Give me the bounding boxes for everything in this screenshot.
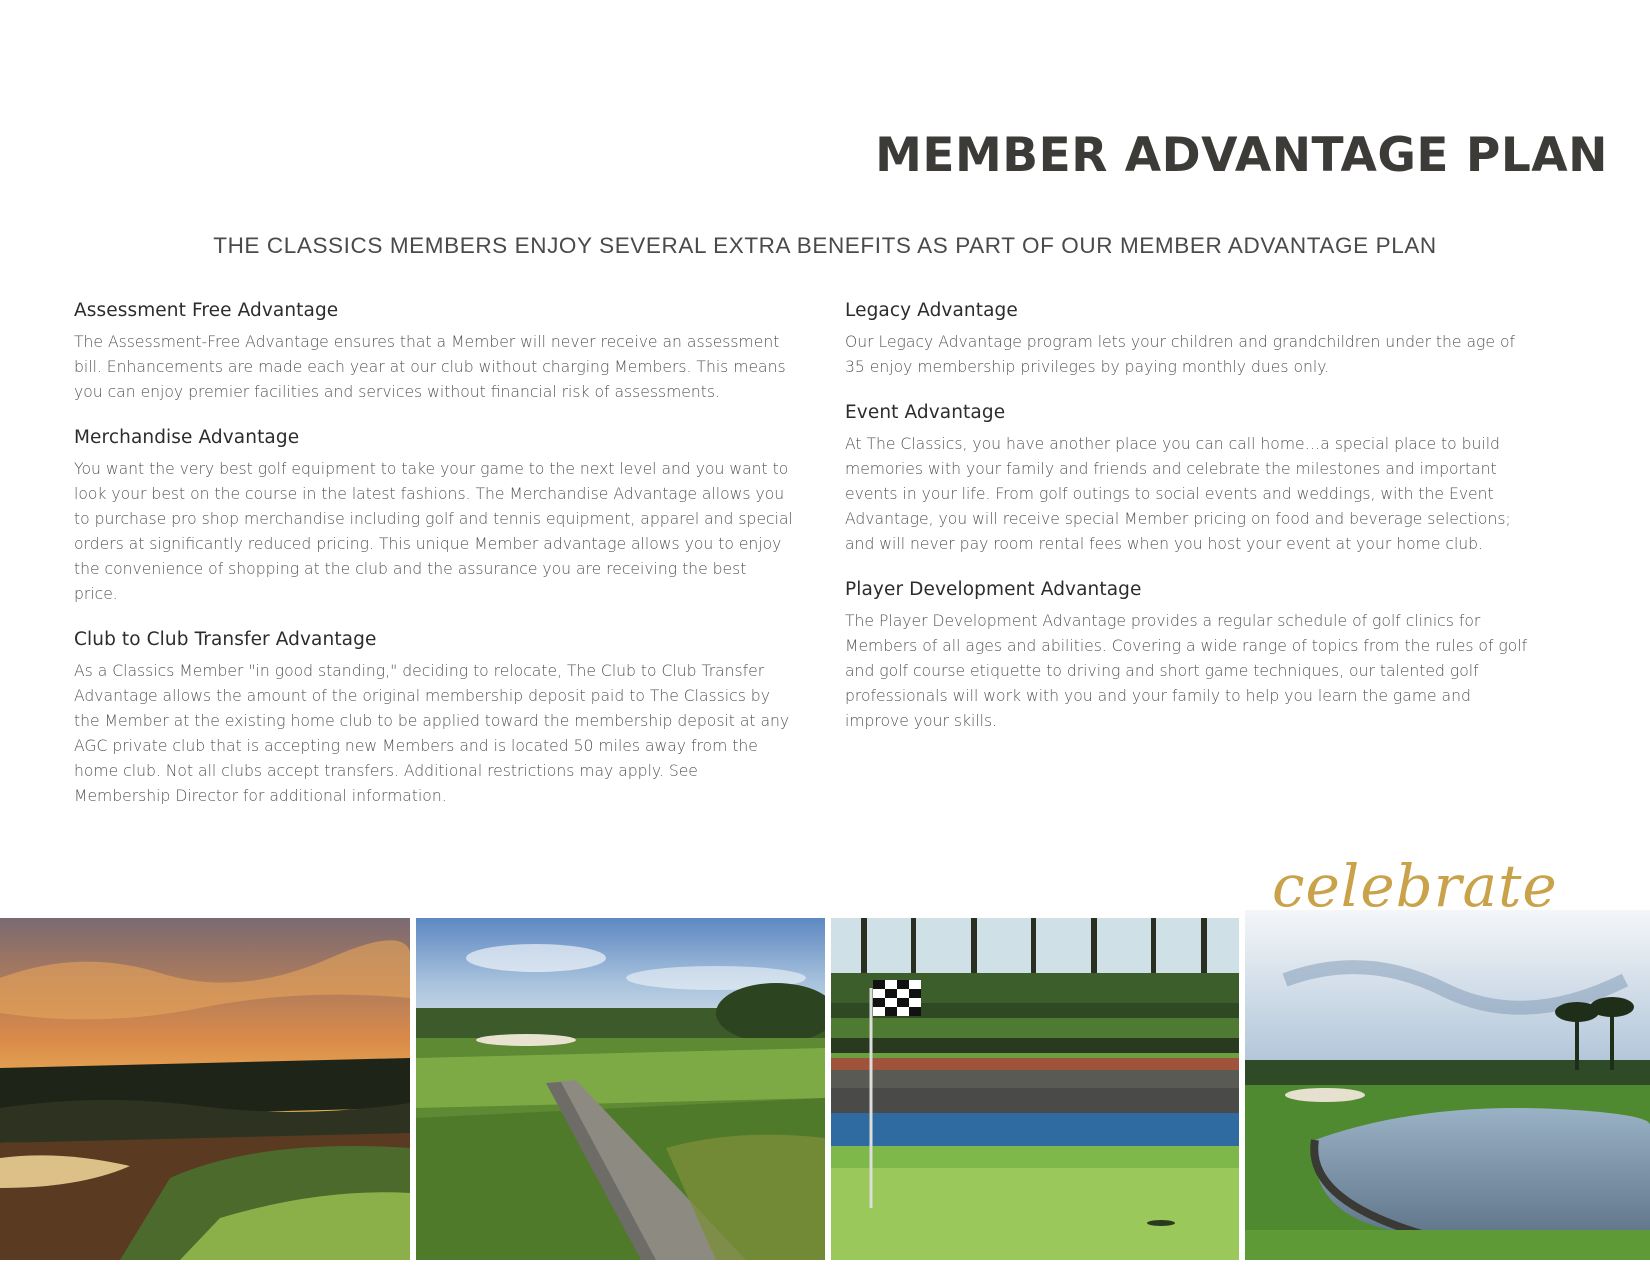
section-heading: Legacy Advantage: [845, 300, 1018, 321]
page-title: MEMBER ADVANTAGE PLAN: [875, 128, 1608, 183]
left-column: [74, 300, 794, 831]
section-club-transfer: [74, 629, 794, 809]
celebrate-script-text: celebrate: [1272, 852, 1558, 920]
section-legacy: [845, 300, 1535, 380]
section-body: The Assessment-Free Advantage ensures that a Member will never receive an assessment bill. Enhancements are made each year at our club without charging Members. This means you can enjoy premier facilities and services without financial risk of assessments.: [74, 333, 786, 401]
fairway-bridge-photo: [416, 918, 825, 1260]
section-heading: Club to Club Transfer Advantage: [74, 629, 377, 650]
section-body: Our Legacy Advantage program lets your children and grandchildren under the age of 35 enjoy membership privileges by paying monthly dues only.: [845, 333, 1515, 376]
section-body: At The Classics, you have another place you can call home…a special place to build memories with your family and friends and celebrate the milestones and important events in your life. From golf outings to social events and weddings, with the Event Advantage, you will receive special Member pricing on food and beverage selections; and will never pay room rental fees when you host your event at your home club.: [845, 435, 1511, 553]
section-heading: Event Advantage: [845, 402, 1006, 423]
page-subtitle: THE CLASSICS MEMBERS ENJOY SEVERAL EXTRA BENEFITS AS PART OF OUR MEMBER ADVANTAGE PLAN: [213, 233, 1437, 258]
section-assessment-free: [74, 300, 794, 405]
section-body: As a Classics Member "in good standing," deciding to relocate, The Club to Club Transfer Advantage allows the amount of the original membership deposit paid to The Classics by the Member at the existing home club to be applied toward the membership deposit at any AGC private club that is accepting new Members and is located 50 miles away from the home club. Not all clubs accept transfers. Additional restrictions may apply. See Membership Director for additional information.: [74, 662, 790, 805]
section-body: You want the very best golf equipment to take your game to the next level and you want to look your best on the course in the latest fashions. The Merchandise Advantage allows you to purchase pro shop merchandise including golf and tennis equipment, apparel and special orders at significantly reduced pricing. This unique Member advantage allows you to enjoy the convenience of shopping at the club and the assurance you are receiving the best price.: [74, 460, 793, 603]
lake-palms-photo: [1245, 910, 1650, 1260]
section-heading: Assessment Free Advantage: [74, 300, 339, 321]
section-heading: Merchandise Advantage: [74, 427, 300, 448]
putting-green-flag-photo: [831, 918, 1239, 1260]
section-merchandise: [74, 427, 794, 607]
section-heading: Player Development Advantage: [845, 579, 1142, 600]
section-body: The Player Development Advantage provides a regular schedule of golf clinics for Members of all ages and abilities. Covering a wide range of topics from the rules of golf and golf course etiquette to driving and short game techniques, our talented golf professionals will work with you and your family to help you learn the game and improve your skills.: [845, 612, 1528, 730]
right-column: [845, 300, 1535, 756]
section-player-development: [845, 579, 1535, 734]
section-event: [845, 402, 1535, 557]
sunset-lake-photo: [0, 918, 410, 1260]
